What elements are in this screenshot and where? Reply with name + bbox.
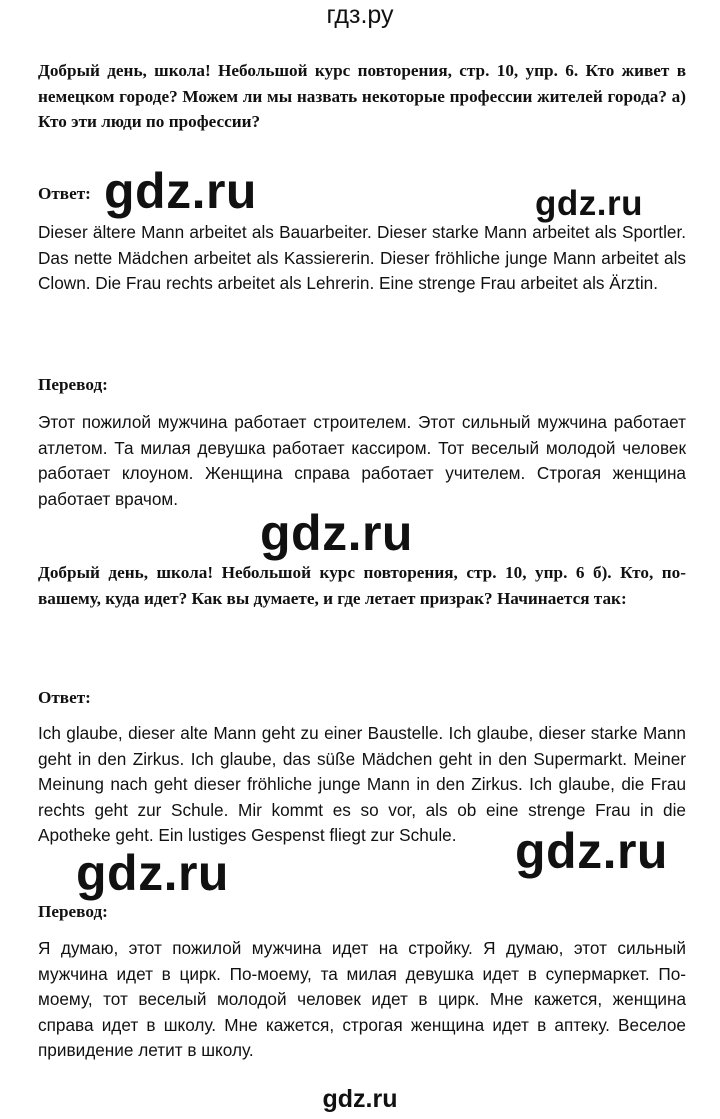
section1-translation: Этот пожилой мужчина работает строителем. Этот сильный мужчина работает атлетом. Та милая девушка работает кассиром. Тот веселый молодой человек работает клоуном. Женщина справа работает учителем. Строгая женщина работает врачом.	[38, 412, 686, 509]
section2-question: Добрый день, школа! Небольшой курс повторения, стр. 10, упр. 6 б). Кто, по-вашему, куда идет? Как вы думаете, и где летает призрак? Начинается так:	[38, 563, 686, 608]
watermark-5: gdz.ru	[76, 845, 229, 901]
site-footer-label: gdz.ru	[322, 1085, 398, 1113]
section1-translation-label: Перевод:	[38, 375, 108, 394]
watermark-1: gdz.ru	[104, 163, 257, 219]
section1-question: Добрый день, школа! Небольшой курс повторения, стр. 10, упр. 6. Кто живет в немецком городе? Можем ли мы назвать некоторые профессии жителей города? а) Кто эти люди по профессии?	[38, 61, 686, 131]
section2-answer-label: Ответ:	[38, 688, 91, 707]
section2-answer: Ich glaube, dieser alte Mann geht zu einer Baustelle. Ich glaube, dieser starke Mann geht in den Zirkus. Ich glaube, das süße Mädchen geht in den Supermarkt. Meiner Meinung nach geht dieser fröhliche junge Mann in den Zirkus. Ich glaube, die Frau rechts geht zur Schule. Mir kommt es so vor, als ob eine strenge Frau in die Apotheke geht. Ein lustiges Gespenst fliegt zur Schule.	[38, 723, 686, 845]
section2-translation-label: Перевод:	[38, 902, 108, 921]
watermark-2: gdz.ru	[535, 184, 643, 223]
section1-answer: Dieser ältere Mann arbeitet als Bauarbeiter. Dieser starke Mann arbeitet als Sportler. Das nette Mädchen arbeitet als Kassiererin. Dieser fröhliche junge Mann arbeitet als Clown. Die Frau rechts arbeitet als Lehrerin. Eine strenge Frau arbeitet als Ärztin.	[38, 222, 686, 293]
section2-translation: Я думаю, этот пожилой мужчина идет на стройку. Я думаю, этот сильный мужчина идет в цирк. По-моему, та милая девушка идет в супермаркет. По-моему, тот веселый молодой человек идет в цирк. Мне кажется, женщина справа идет в школу. Мне кажется, строгая женщина идет в аптеку. Веселое привидение летит в школу.	[38, 938, 686, 1060]
watermark-3: gdz.ru	[260, 505, 413, 561]
section1-answer-label: Ответ:	[38, 184, 91, 203]
watermark-4: gdz.ru	[515, 823, 668, 879]
site-header-label: гдз.ру	[326, 1, 394, 29]
